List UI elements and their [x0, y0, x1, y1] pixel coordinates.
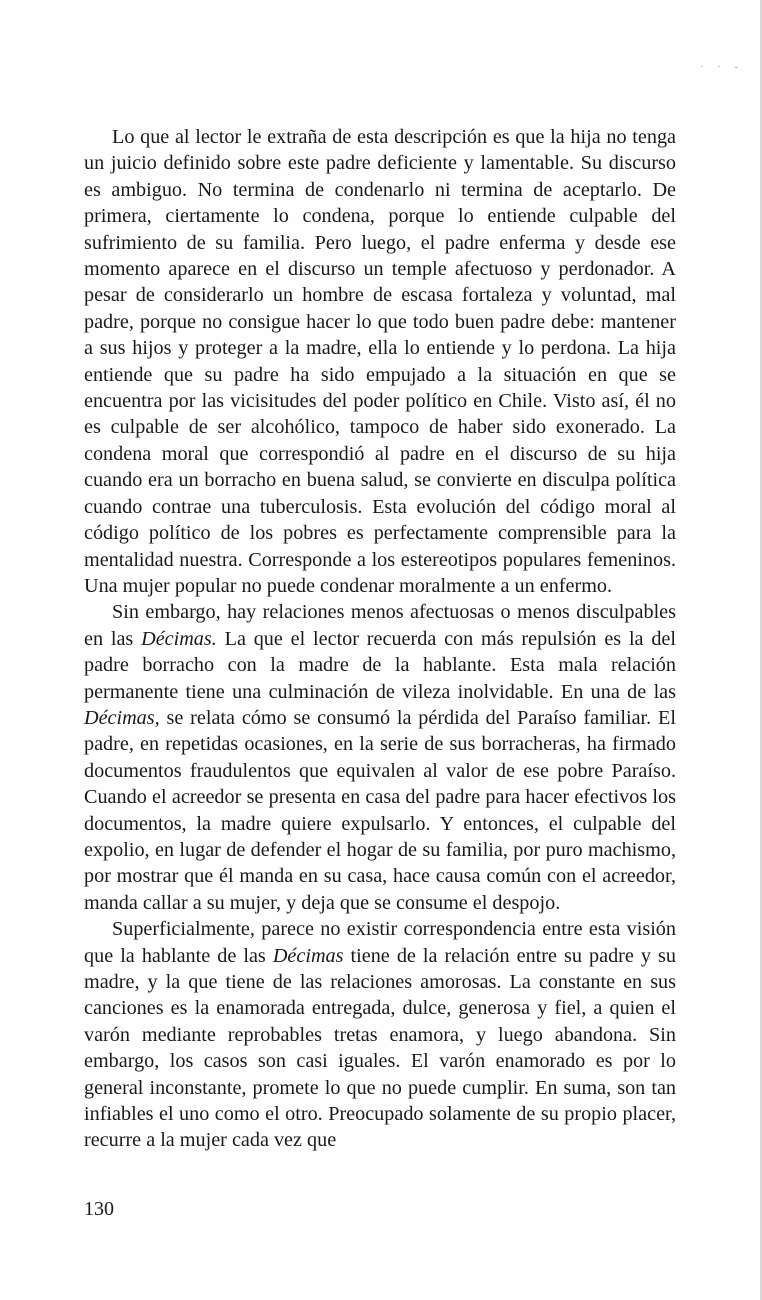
paragraph-3-text-a: Superficialmente, parece no existir correspondencia entre esta visión que la hablante de las — [84, 918, 676, 967]
paragraph-1 — [84, 124, 676, 599]
paragraph-1-text: Lo que al lector le extraña de esta descripción es que la hija no tenga un juicio definido sobre este padre deficiente y lamentable. Su discurso es ambiguo. No termina de condenarlo ni termina de aceptarlo. De primera, ciertamente lo condena, porque lo entiende culpable del sufrimiento de su familia. Pero luego, el padre enferma y desde ese momento aparece en el discurso un temple afectuoso y perdonador. A pesar de considerarlo un hombre de escasa fortaleza y voluntad, mal padre, porque no consigue hacer lo que todo buen padre debe: mantener a sus hijos y proteger a la madre, ella lo entiende y lo perdona. La hija entiende que su padre ha sido empujado a la situación en que se encuentra por las vicisitudes del poder político en Chile. Visto así, él no es culpable de ser alcohólico, tampoco de haber sido exonerado. La condena moral que correspondió al padre en el discurso de su hija cuando era un borracho en buena salud, se convierte en disculpa política cuando contrae una tuberculosis. Esta evolución del código moral al código político de los pobres es perfectamente comprensible para la mentalidad nuestra. Corresponde a los estereotipos populares femeninos. Una mujer popular no puede condenar moralmente a un enfermo. — [84, 126, 676, 597]
paragraph-2 — [84, 599, 676, 916]
scan-specks: ·​·​‐ — [700, 62, 752, 73]
paragraph-3 — [84, 916, 676, 1154]
paragraph-3-text-b: tiene de la relación entre su padre y su madre, y la que tiene de las relaciones amorosas. La constante en sus canciones es la enamorada entregada, dulce, generosa y fiel, a quien el varón mediante reprobables tretas enamora, y luego abandona. Sin embargo, los casos son casi iguales. El varón enamorado es por lo general inconstante, promete lo que no puede cumplir. En suma, son tan infiables el uno como el otro. Preocupado solamente de su propio placer, recurre a la mujer cada vez que — [84, 944, 676, 1152]
paragraph-2-text-b: La que el lector recuerda con más repulsión es la del padre borracho con la madre de la hablante. Esta mala relación permanente tiene una culminación de vileza inolvidable. En una de las — [84, 627, 676, 703]
book-title-decimas: Décimas. — [141, 627, 217, 650]
book-title-decimas: Décimas, — [84, 706, 160, 729]
page-number: 130 — [84, 1198, 114, 1220]
paragraph-2-text-a: Sin embargo, hay relaciones menos afectuosas o menos disculpables en las — [84, 601, 676, 650]
paragraph-2-text-c: se relata cómo se consumó la pérdida del Paraíso familiar. El padre, en repetidas ocasiones, en la serie de sus borracheras, ha firmado documentos fraudulentos que equivalen al valor de ese pobre Paraíso. Cuando el acreedor se presenta en casa del padre para hacer efectivos los documentos, la madre quiere expulsarlo. Y entonces, el culpable del expolio, en lugar de defender el hogar de su familia, por puro machismo, por mostrar que él manda en su casa, hace causa común con el acreedor, manda callar a su mujer, y deja que se consume el despojo. — [84, 706, 676, 914]
body-text — [84, 124, 676, 1154]
book-title-decimas: Décimas — [272, 944, 344, 967]
